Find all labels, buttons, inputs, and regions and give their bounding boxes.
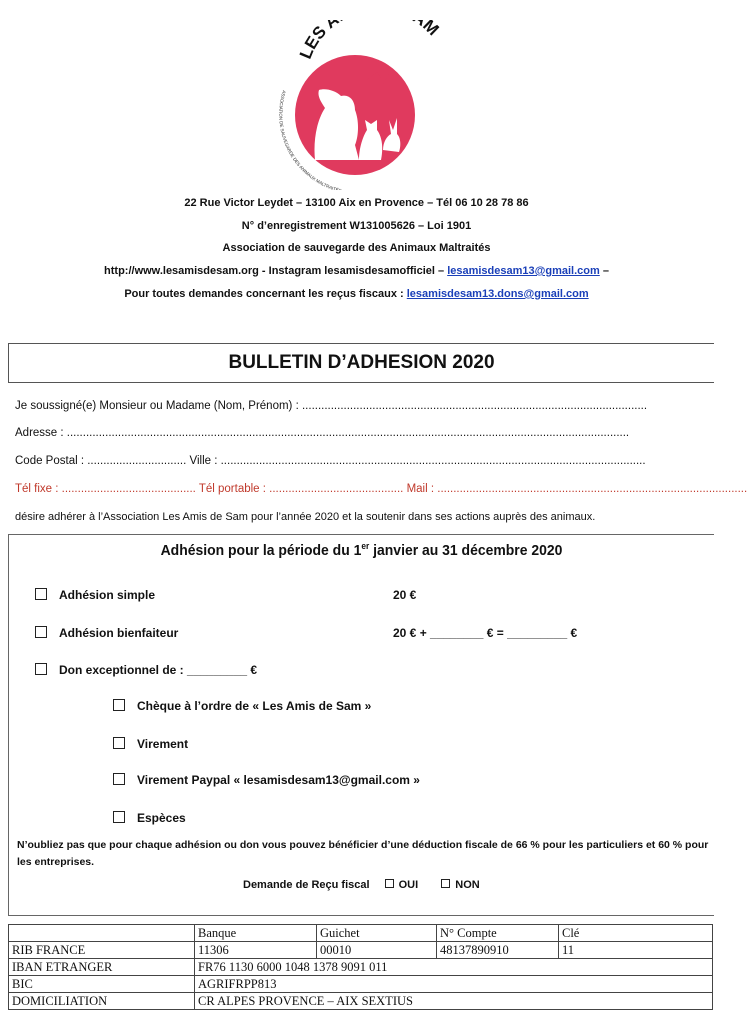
table-cell: FR76 1130 6000 1048 1378 9091 011 <box>195 959 713 976</box>
table-row <box>9 959 713 976</box>
header-receipts-email-link[interactable]: lesamisdesam13.dons@gmail.com <box>406 288 589 300</box>
period-post: janvier au 31 décembre 2020 <box>369 542 563 559</box>
checkbox-bienfaiteur[interactable] <box>35 626 47 638</box>
table-row <box>9 976 713 993</box>
option-virement-label: Virement <box>137 737 189 751</box>
mail-label: Mail : <box>403 483 438 495</box>
city-dots: ..................................................................................................................................... <box>220 455 646 467</box>
option-don[interactable] <box>35 663 257 677</box>
address-label: Adresse : <box>15 427 67 439</box>
option-virement[interactable] <box>113 737 188 751</box>
table-cell: BIC <box>9 976 195 993</box>
table-cell: 11306 <box>195 942 317 959</box>
header-receipts <box>0 288 713 300</box>
tel-fixe-label: Tél fixe : <box>15 483 62 495</box>
table-cell: AGRIFRPP813 <box>195 976 713 993</box>
checkbox-non[interactable] <box>441 879 450 888</box>
header-address: 22 Rue Victor Leydet – 13100 Aix en Provence – Tél 06 10 28 78 86 <box>184 197 529 209</box>
city-label: Ville : <box>186 455 221 467</box>
receipt-oui[interactable] <box>385 879 419 891</box>
checkbox-especes[interactable] <box>113 811 125 823</box>
table-row <box>9 993 713 1010</box>
table-header-cell: Banque <box>195 925 317 942</box>
option-paypal[interactable] <box>113 773 420 787</box>
option-cheque[interactable] <box>113 699 371 713</box>
table-cell: 11 <box>559 942 713 959</box>
name-dots: ............................................................................................................ <box>301 400 648 412</box>
receipt-label: Demande de Reçu fiscal <box>243 879 370 891</box>
address-field[interactable] <box>15 427 629 439</box>
header-web-suffix: – <box>599 265 609 277</box>
title-box <box>8 343 714 383</box>
tel-fixe-dots: .......................................... <box>61 483 196 495</box>
receipt-request <box>243 879 480 891</box>
period-pre: Adhésion pour la période du 1 <box>160 542 362 559</box>
period-title <box>34 541 690 559</box>
header-association: Association de sauvegarde des Animaux Maltraités <box>222 242 491 254</box>
table-cell: 00010 <box>317 942 437 959</box>
checkbox-virement[interactable] <box>113 737 125 749</box>
checkbox-simple[interactable] <box>35 588 47 600</box>
svg-text:LES AMIS DE SAM: LES A M <box>295 20 443 62</box>
table-header-cell: Guichet <box>317 925 437 942</box>
table-header-cell: N° Compte <box>437 925 559 942</box>
rib-table <box>8 924 713 1010</box>
table-cell: IBAN ETRANGER <box>9 959 195 976</box>
receipt-non-label: NON <box>455 879 480 891</box>
address-dots: ................................................................................................................................................................................ <box>66 427 630 439</box>
period-sup: er <box>361 541 370 551</box>
receipt-non[interactable] <box>441 879 479 891</box>
header-email-link[interactable]: lesamisdesam13@gmail.com <box>447 265 600 277</box>
table-header-cell <box>9 925 195 942</box>
table-row <box>9 942 713 959</box>
checkbox-paypal[interactable] <box>113 773 125 785</box>
price-bienfaiteur[interactable]: 20 € + ________ € = _________ € <box>393 626 578 640</box>
table-cell: RIB FRANCE <box>9 942 195 959</box>
table-cell: 48137890910 <box>437 942 559 959</box>
header-receipts-prefix: Pour toutes demandes concernant les reçus fiscaux : <box>124 288 407 300</box>
option-bienfaiteur-label: Adhésion bienfaiteur <box>59 626 179 640</box>
tax-note: N’oubliez pas que pour chaque adhésion ou don vous pouvez bénéficier d’une déduction fiscale de 66 % pour les particuliers et 60 % pour les entreprises. <box>17 839 709 868</box>
option-simple-label: Adhésion simple <box>59 588 156 602</box>
logo-graphic <box>255 20 465 190</box>
option-especes[interactable] <box>113 811 186 825</box>
checkbox-cheque[interactable] <box>113 699 125 711</box>
header-registration: N° d’enregistrement W131005626 – Loi 1901 <box>241 220 472 232</box>
name-label: Je soussigné(e) Monsieur ou Madame (Nom, Prénom) : <box>15 400 302 412</box>
postal-city-field[interactable] <box>15 455 646 467</box>
header-web <box>0 265 713 277</box>
header-web-prefix: http://www.lesamisdesam.org - Instagram lesamisdesamofficiel – <box>104 265 448 277</box>
contact-field[interactable] <box>15 483 747 495</box>
option-don-label: Don exceptionnel de : _________ € <box>59 663 258 677</box>
svg-text:ASSOCIATION DE SAUVEGARDE DES: ASSOCIATION DE SAUVEGARDE DES ANIMAUX MALTRAITÉ <box>278 89 340 190</box>
checkbox-don[interactable] <box>35 663 47 675</box>
table-header-row <box>9 925 713 942</box>
statement-text: désire adhérer à l’Association Les Amis de Sam pour l’année 2020 et la soutenir dans ses actions auprès des animaux. <box>15 511 596 523</box>
table-cell: CR ALPES PROVENCE – AIX SEXTIUS <box>195 993 713 1010</box>
option-bienfaiteur[interactable] <box>35 626 178 640</box>
postal-label: Code Postal : <box>15 455 88 467</box>
option-paypal-label: Virement Paypal « lesamisdesam13@gmail.com » <box>137 773 420 787</box>
option-especes-label: Espèces <box>137 811 186 825</box>
checkbox-oui[interactable] <box>385 879 394 888</box>
tel-portable-label: Tél portable : <box>195 483 270 495</box>
name-field[interactable] <box>15 400 647 412</box>
table-header-cell: Clé <box>559 925 713 942</box>
option-simple[interactable] <box>35 588 155 602</box>
receipt-oui-label: OUI <box>398 879 419 891</box>
adhesion-box <box>8 534 714 916</box>
price-simple: 20 € <box>393 588 417 602</box>
form-title: BULLETIN D’ADHESION 2020 <box>228 352 495 373</box>
table-cell: DOMICILIATION <box>9 993 195 1010</box>
association-logo <box>255 20 465 190</box>
postal-dots: ............................... <box>87 455 187 467</box>
option-cheque-label: Chèque à l’ordre de « Les Amis de Sam » <box>137 699 372 713</box>
mail-dots: ................................................................................................. <box>437 483 747 495</box>
tel-portable-dots: .......................................... <box>269 483 404 495</box>
